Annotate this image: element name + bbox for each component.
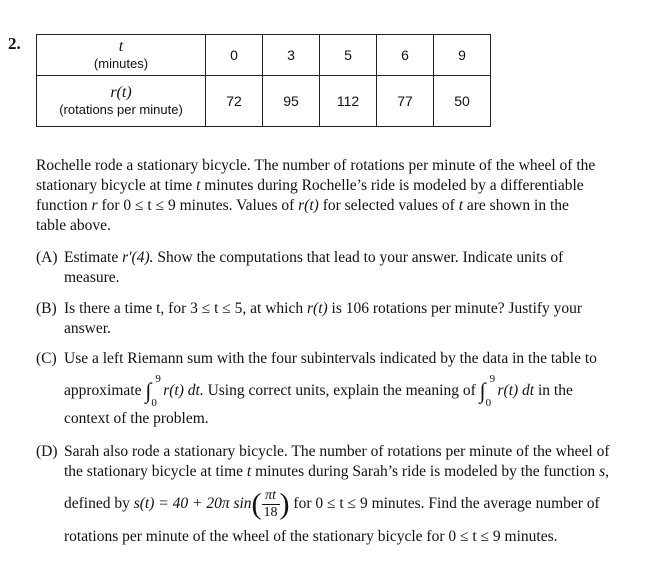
part-label: (C) xyxy=(36,350,57,367)
part-c: (C) Use a left Riemann sum with the four subintervals indicated by the data in the table to approximate ∫ 9 0 r(t) dt. Using correct units, explain the meaning of ∫ 9 0 r(t) dt in the context of the problem. xyxy=(36,350,597,428)
part-label: (D) xyxy=(36,443,58,460)
r-header xyxy=(37,76,206,127)
part-b: (B) Is there a time t, for 3 ≤ t ≤ 5, at which r(t) is 106 rotations per minute? Justify your answer. xyxy=(36,300,583,337)
r-value: 50 xyxy=(434,76,491,127)
data-table xyxy=(36,34,491,127)
r-value: 72 xyxy=(206,76,263,127)
t-label: t xyxy=(118,38,124,55)
intro-line: table above. xyxy=(36,217,111,234)
r-value: 95 xyxy=(263,76,320,127)
formula-s: s(t) = 40 + 20π sin xyxy=(133,495,252,513)
t-value: 3 xyxy=(263,35,320,76)
part-d: (D) Sarah also rode a stationary bicycle. The number of rotations per minute of the wheel of the stationary bicycle at time t minutes during Sarah’s ride is modeled by the function s, defined by s(t) = 40 + 20π sin( $\frac{\pi t}{18}$ ) for 0 ≤ t ≤ 9 minutes. Find the average number of rotations per minute of the wheel of the stationary bicycle for 0 ≤ t ≤ 9 minutes. xyxy=(36,443,610,545)
integral-symbol: ∫ 9 0 xyxy=(145,373,161,410)
t-value: 0 xyxy=(206,35,263,76)
t-value: 6 xyxy=(377,35,434,76)
r-value: 77 xyxy=(377,76,434,127)
table-row-t xyxy=(37,35,491,76)
t-header xyxy=(37,35,206,76)
r-label: r(t) xyxy=(110,84,132,101)
intro-line: function r for 0 ≤ t ≤ 9 minutes. Values of r(t) for selected values of t are shown in the xyxy=(36,197,569,214)
r-value: 112 xyxy=(320,76,377,127)
part-label: (A) xyxy=(36,249,58,266)
table-row-r xyxy=(37,76,491,127)
part-a: (A) Estimate r′(4). Show the computations that lead to your answer. Indicate units of measure. xyxy=(36,249,564,286)
intro-line: stationary bicycle at time t minutes during Rochelle’s ride is modeled by a differentiable xyxy=(36,177,584,194)
t-value: 9 xyxy=(434,35,491,76)
integral-symbol: ∫ 9 0 xyxy=(479,373,496,410)
r-unit: (rotations per minute) xyxy=(59,102,183,117)
problem-number: 2. xyxy=(8,34,21,53)
intro-line: Rochelle rode a stationary bicycle. The number of rotations per minute of the wheel of the xyxy=(36,157,596,174)
t-value: 5 xyxy=(320,35,377,76)
t-unit: (minutes) xyxy=(93,56,149,71)
part-label: (B) xyxy=(36,300,57,317)
fraction: $\frac{\pi t}{18}$ xyxy=(263,488,278,520)
intro-paragraph xyxy=(36,156,636,236)
